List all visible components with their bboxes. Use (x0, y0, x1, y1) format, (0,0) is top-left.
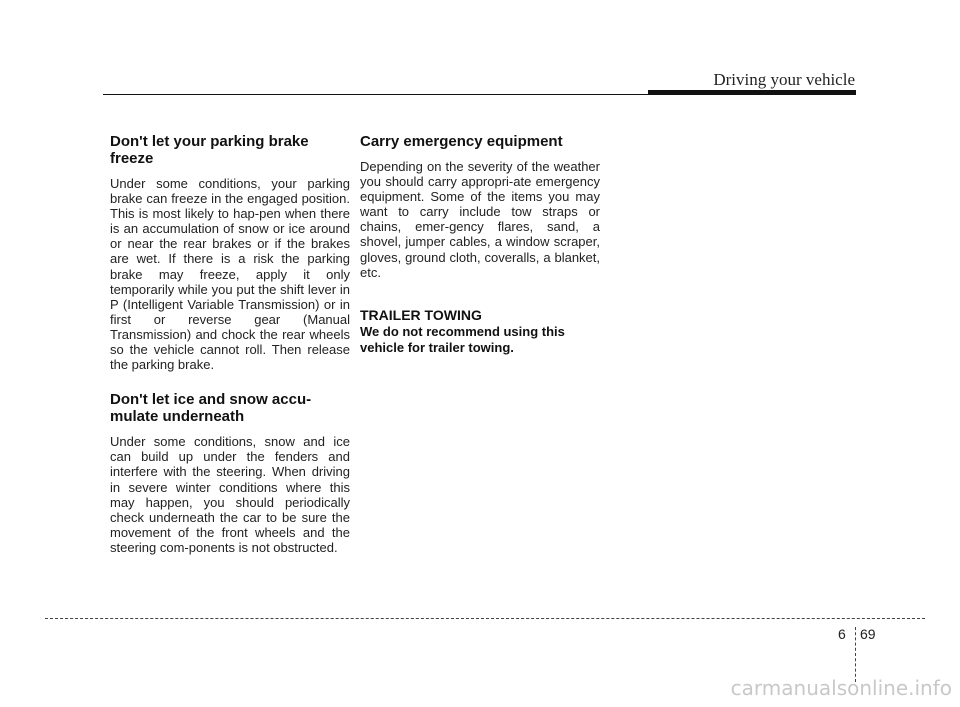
watermark-text: carmanualsonline.info (730, 676, 952, 700)
header-divider-accent (648, 90, 856, 95)
section-body-parking-brake: Under some conditions, your parking brake can freeze in the engaged position. This is most likely to hap-pen when there is an accumulation of snow or ice around or near the rear brakes or if the brakes are wet. If there is a risk the parking brake may freeze, apply it only temporarily while you put the shift lever in P (Intelligent Variable Transmission) or in first or reverse gear (Manual Transmission) and chock the rear wheels so the vehicle cannot roll. Then release the parking brake. (110, 176, 350, 373)
section-body-ice-snow: Under some conditions, snow and ice can build up under the fenders and interfere with the steering. When driving in severe winter conditions where this may happen, you should periodically check underneath the car to be sure the movement of the front wheels and the steering com-ponents is not obstructed. (110, 434, 350, 555)
header-divider (103, 94, 655, 95)
footer-page-separator (855, 627, 856, 682)
section-heading-ice-snow: Don't let ice and snow accu-mulate underneath (110, 391, 312, 426)
section-body-trailer-towing: We do not recommend using this vehicle for trailer towing. (360, 323, 565, 355)
page-header-title: Driving your vehicle (713, 70, 855, 89)
right-column (360, 133, 600, 356)
page-number: 69 (860, 626, 876, 642)
section-heading-parking-brake: Don't let your parking brake freeze (110, 133, 309, 167)
footer-divider (45, 618, 925, 619)
section-heading-emergency-equipment: Carry emergency equipment (360, 133, 563, 150)
section-heading-trailer-towing: TRAILER TOWING (360, 306, 482, 323)
section-body-emergency-equipment: Depending on the severity of the weather you should carry appropri-ate emergency equipment. Some of the items you may want to carry include tow straps or chains, emer-gency flares, sand, a shovel, jumper cables, a window scraper, gloves, ground cloth, coveralls, a blanket, etc. (360, 159, 600, 280)
left-column (110, 133, 350, 555)
chapter-number: 6 (838, 626, 846, 642)
